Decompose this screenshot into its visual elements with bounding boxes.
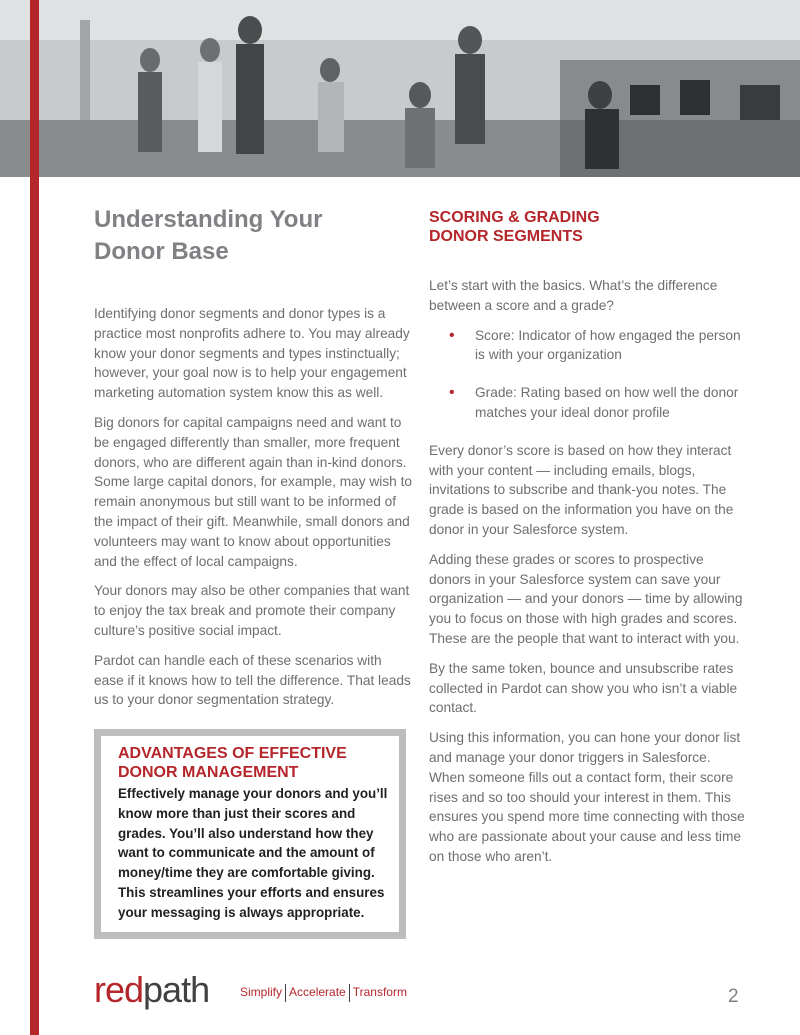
list-item: • Grade: Rating based on how well the donor matches your ideal donor profile [449,384,739,420]
header-photo [0,0,800,177]
paragraph: Adding these grades or scores to prospective donors in your Salesforce system can save your organization — and your donors — time by allowing you to focus on those with high grades and scores. These are the people that want to interact with you. [429,551,743,646]
callout-body: Effectively manage your donors and you’ll know more than just their scores and grades. You’ll also understand how they want to communicate and the amount of money/time they are comfortable giving. This streamlines your efforts and ensures your messaging is always appropriate. [118,786,388,920]
paragraph: Using this information, you can hone your donor list and manage your donor triggers in Salesforce. When someone fills out a contact form, their score rises and so too should your interest in them. This ensures you spend more time connecting with those who are passionate about your cause and less time on those who aren’t. [429,730,745,864]
paragraph: By the same token, bounce and unsubscribe rates collected in Pardot can show you who isn’t a viable contact. [429,660,738,716]
redpath-logo: redpath [94,969,210,1010]
left-column [94,204,412,720]
section-title: SCORING & GRADING DONOR SEGMENTS [429,209,600,245]
bullet-icon: • [449,326,455,344]
divider [285,984,286,1002]
divider [349,984,350,1002]
right-column [429,208,747,877]
paragraph: Pardot can handle each of these scenarios with ease if it knows how to tell the difference. That leads us to your donor segmentation strategy. [94,652,411,708]
page-title: Understanding Your Donor Base [94,206,323,265]
paragraph: Identifying donor segments and donor types is a practice most nonprofits adhere to. You may already know your donor segments and types instinctually; however, your goal now is to help your engagement marketing automation system know this as well. [94,306,410,401]
list-item: • Score: Indicator of how engaged the person is with your organization [449,326,741,363]
tagline: Simplify Accelerate Transform [240,984,407,1002]
paragraph: Big donors for capital campaigns need and want to be engaged differently than smaller, more frequent donors, who are different again than in-kind donors. Some large capital donors, for example, may wish to remain anonymous but still want to be informed of the impact of their gift. Meanwhile, small donors and volunteers may want to know about opportunities and the effect of local campaigns. [94,414,413,569]
callout-box [94,729,406,939]
paragraph: Every donor’s score is based on how they interact with your content — including emails, blogs, invitations to subscribe and thank-you notes. The grade is based on the information you have on the donor in your Salesforce system. [429,442,734,537]
paragraph: Your donors may also be other companies that want to enjoy the tax break and promote their company culture’s positive social impact. [94,583,410,638]
bullet-icon: • [449,384,455,402]
left-accent-bar [30,0,39,1035]
page-number: 2 [728,986,739,1007]
bullet-list [429,326,747,423]
office-photo-icon [0,0,800,177]
callout-title: ADVANTAGES OF EFFECTIVE DONOR MANAGEMENT [118,745,347,781]
intro-paragraph: Let’s start with the basics. What’s the difference between a score and a grade? [429,278,718,313]
